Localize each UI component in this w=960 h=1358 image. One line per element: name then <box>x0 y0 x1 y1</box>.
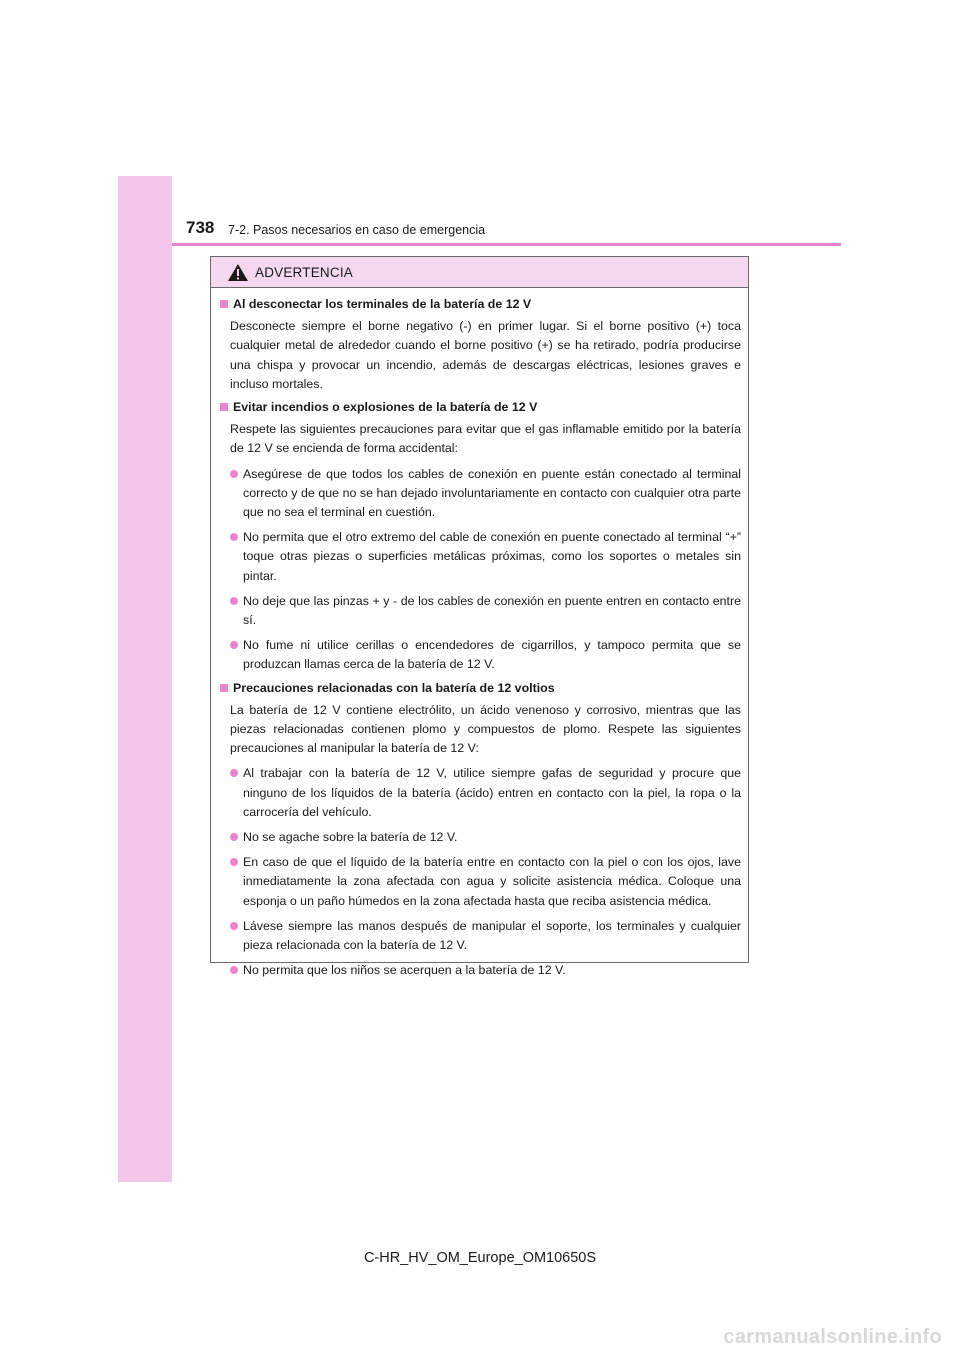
section-heading <box>219 295 741 314</box>
round-bullet-icon <box>230 833 238 841</box>
bullet-item <box>219 961 741 980</box>
round-bullet-icon <box>230 966 238 974</box>
section-paragraph: Desconecte siempre el borne negativo (-) en primer lugar. Si el borne positivo (+) toca cualquier metal de alrededor cuando el borne positivo (+) se ha retirado, podría producirse una chispa y provocar un incendio, además de descargas eléctricas, lesiones graves e incluso mortales. <box>230 319 741 391</box>
bullet-text: Lávese siempre las manos después de manipular el soporte, los terminales y cualquier pieza relacionada con la batería de 12 V. <box>243 918 741 953</box>
bullet-text: Al trabajar con la batería de 12 V, utilice siempre gafas de seguridad y procure que ninguno de los líquidos de la batería (ácido) entren en contacto con la piel, la ropa o la carrocería del vehículo. <box>243 766 741 819</box>
bullet-item <box>219 592 741 630</box>
section-heading-text: Al desconectar los terminales de la batería de 12 V <box>233 297 532 311</box>
square-bullet-icon <box>220 300 228 308</box>
watermark-text: carmanualsonline.info <box>723 1326 942 1348</box>
round-bullet-icon <box>230 597 238 605</box>
round-bullet-icon <box>230 858 238 866</box>
warning-title: ADVERTENCIA <box>255 264 353 280</box>
round-bullet-icon <box>230 922 238 930</box>
square-bullet-icon <box>220 684 228 692</box>
bullet-text: En caso de que el líquido de la batería entre en contacto con la piel o con los ojos, lave inmediatamente la zona afectada con agua y solicite asistencia médica. Coloque una esponja o un paño húmedos en la zona afectada hasta que reciba asistencia médica. <box>243 855 741 908</box>
bullet-text: No fume ni utilice cerillas o encendedores de cigarrillos, y tampoco permita que se produzcan llamas cerca de la batería de 12 V. <box>243 638 741 672</box>
section-heading <box>219 398 741 417</box>
side-tab-bar <box>118 176 172 1182</box>
round-bullet-icon <box>230 470 238 478</box>
round-bullet-icon <box>230 769 238 777</box>
bullet-item <box>219 465 741 523</box>
section-heading <box>219 679 741 698</box>
warning-header <box>211 257 748 288</box>
document-code: C-HR_HV_OM_Europe_OM10650S <box>363 1250 597 1266</box>
bullet-text: No se agache sobre la batería de 12 V. <box>243 830 458 845</box>
bullet-item <box>219 917 741 955</box>
bullet-item <box>219 636 741 674</box>
bullet-text: Asegúrese de que todos los cables de conexión en puente están conectado al terminal correcto y de que no se han dejado involuntariamente en contacto con cualquier otra parte que no sea el terminal en cuestión. <box>243 466 741 520</box>
section-paragraph: La batería de 12 V contiene electrólito, un ácido venenoso y corrosivo, mientras que las piezas relacionadas contienen plomo y compuestos de plomo. Respete las siguientes precauciones al manipular la batería de 12 V: <box>230 702 741 756</box>
bullet-text: No permita que el otro extremo del cable de conexión en puente conectado al terminal “+” toque otras piezas o superficies metálicas próximas, como los soportes o metales sin pintar. <box>243 530 741 583</box>
page-number: 738 <box>186 218 215 237</box>
warning-triangle-icon <box>227 263 249 282</box>
bullet-item <box>219 764 741 822</box>
section-heading-text: Evitar incendios o explosiones de la batería de 12 V <box>233 400 538 415</box>
warning-box <box>210 256 749 978</box>
warning-body <box>211 288 748 981</box>
round-bullet-icon <box>230 641 238 649</box>
bullet-item <box>219 528 741 586</box>
round-bullet-icon <box>230 533 238 541</box>
section-paragraph: Respete las siguientes precauciones para evitar que el gas inflamable emitido por la batería de 12 V se encienda de forma accidental: <box>230 422 741 456</box>
section-title: 7-2. Pasos necesarios en caso de emergencia <box>228 223 486 237</box>
bullet-item <box>219 828 741 847</box>
bullet-text: No permita que los niños se acerquen a la batería de 12 V. <box>243 963 566 978</box>
bullet-text: No deje que las pinzas + y - de los cables de conexión en puente entren en contacto entre sí. <box>243 593 741 628</box>
header-divider <box>172 243 841 246</box>
section-heading-text: Precauciones relacionadas con la batería de 12 voltios <box>233 680 555 695</box>
bullet-item <box>219 853 741 911</box>
square-bullet-icon <box>220 403 228 411</box>
